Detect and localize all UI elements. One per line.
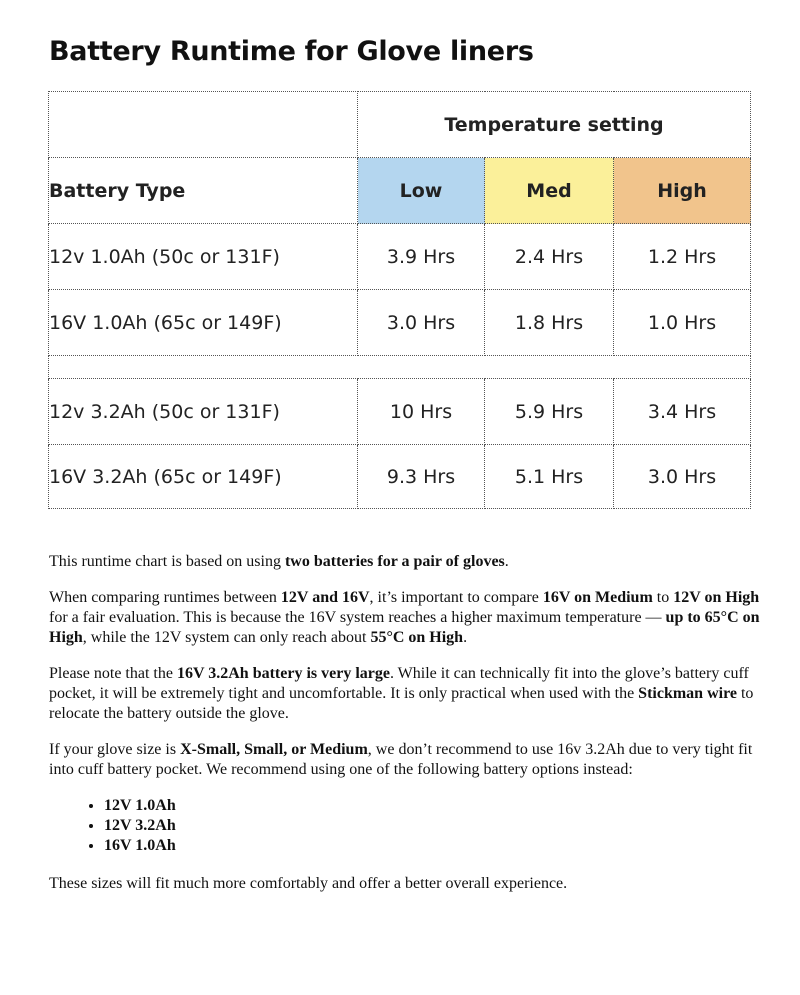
bold-run: two batteries for a pair of gloves	[284, 553, 505, 570]
header-row-levels	[49, 158, 751, 224]
spacer-cell	[49, 356, 751, 379]
text-run: Please note that the	[49, 665, 177, 682]
runtime-med-cell: 5.9 Hrs	[485, 379, 614, 445]
level-med-header: Med	[485, 158, 614, 224]
note-paragraph-4	[49, 740, 769, 780]
bold-run: up to 65°C on High	[49, 609, 760, 646]
header-row-temperature	[49, 92, 751, 158]
bold-run: 16V 3.2Ah battery is very large	[176, 665, 390, 682]
runtime-high-cell: 1.0 Hrs	[614, 290, 751, 356]
text-run: , we don’t recommend to use 16v 3.2Ah due to very tight fit into cuff battery pocket. We recommend using one of the following battery options instead:	[49, 741, 753, 778]
level-low-header: Low	[358, 158, 485, 224]
text-run: When comparing runtimes between	[49, 589, 281, 606]
empty-header-cell	[49, 92, 358, 158]
table-row	[49, 379, 751, 445]
battery-cell: 16V 3.2Ah (65c or 149F)	[49, 445, 358, 509]
runtime-med-cell: 5.1 Hrs	[485, 445, 614, 509]
text-run: .	[463, 629, 468, 646]
bold-run: 12V on High	[673, 589, 760, 606]
text-run: .	[504, 553, 509, 570]
note-paragraph-3	[49, 664, 769, 724]
runtime-low-cell: 10 Hrs	[358, 379, 485, 445]
table-row	[49, 224, 751, 290]
note-paragraph-1	[49, 552, 769, 572]
runtime-table	[48, 91, 751, 509]
text-run: This runtime chart is based on using	[49, 553, 285, 570]
text-run: . While it can technically fit into the glove’s battery cuff pocket, it will be extremely tight and uncomfortable. It is only practical when used with the	[49, 665, 749, 702]
spacer-row	[49, 356, 751, 379]
battery-type-header: Battery Type	[49, 158, 358, 224]
page-title: Battery Runtime for Glove liners	[49, 36, 534, 67]
text-run: for a fair evaluation. This is because the 16V system reaches a higher maximum temperature —	[49, 609, 666, 626]
runtime-high-cell: 3.4 Hrs	[614, 379, 751, 445]
runtime-med-cell: 1.8 Hrs	[485, 290, 614, 356]
text-run: , while the 12V system can only reach about	[82, 629, 371, 646]
notes-section	[49, 552, 769, 910]
list-item: • 12V 1.0Ah	[104, 796, 769, 816]
runtime-high-cell: 3.0 Hrs	[614, 445, 751, 509]
text-run: If your glove size is	[49, 741, 181, 758]
note-paragraph-2	[49, 588, 769, 648]
battery-cell: 12v 1.0Ah (50c or 131F)	[49, 224, 358, 290]
temperature-setting-header: Temperature setting	[358, 92, 751, 158]
text-run: to	[652, 589, 674, 606]
runtime-low-cell: 9.3 Hrs	[358, 445, 485, 509]
table-row	[49, 290, 751, 356]
battery-cell: 16V 1.0Ah (65c or 149F)	[49, 290, 358, 356]
table-row	[49, 445, 751, 509]
level-high-header: High	[614, 158, 751, 224]
text-run: to relocate the battery outside the glove.	[49, 685, 754, 722]
bold-run: 12V and 16V	[280, 589, 370, 606]
bold-run: X-Small, Small, or Medium	[180, 741, 368, 758]
text-run: , it’s important to compare	[369, 589, 543, 606]
list-item: • 12V 3.2Ah	[104, 816, 769, 836]
battery-cell: 12v 3.2Ah (50c or 131F)	[49, 379, 358, 445]
runtime-high-cell: 1.2 Hrs	[614, 224, 751, 290]
runtime-low-cell: 3.0 Hrs	[358, 290, 485, 356]
list-item: • 16V 1.0Ah	[104, 836, 769, 856]
bold-run: 16V on Medium	[542, 589, 653, 606]
battery-options-list	[49, 796, 769, 856]
runtime-low-cell: 3.9 Hrs	[358, 224, 485, 290]
runtime-med-cell: 2.4 Hrs	[485, 224, 614, 290]
bold-run: 55°C on High	[370, 629, 464, 646]
bold-run: Stickman wire	[638, 685, 737, 702]
note-paragraph-5: These sizes will fit much more comfortably and offer a better overall experience.	[49, 875, 568, 892]
